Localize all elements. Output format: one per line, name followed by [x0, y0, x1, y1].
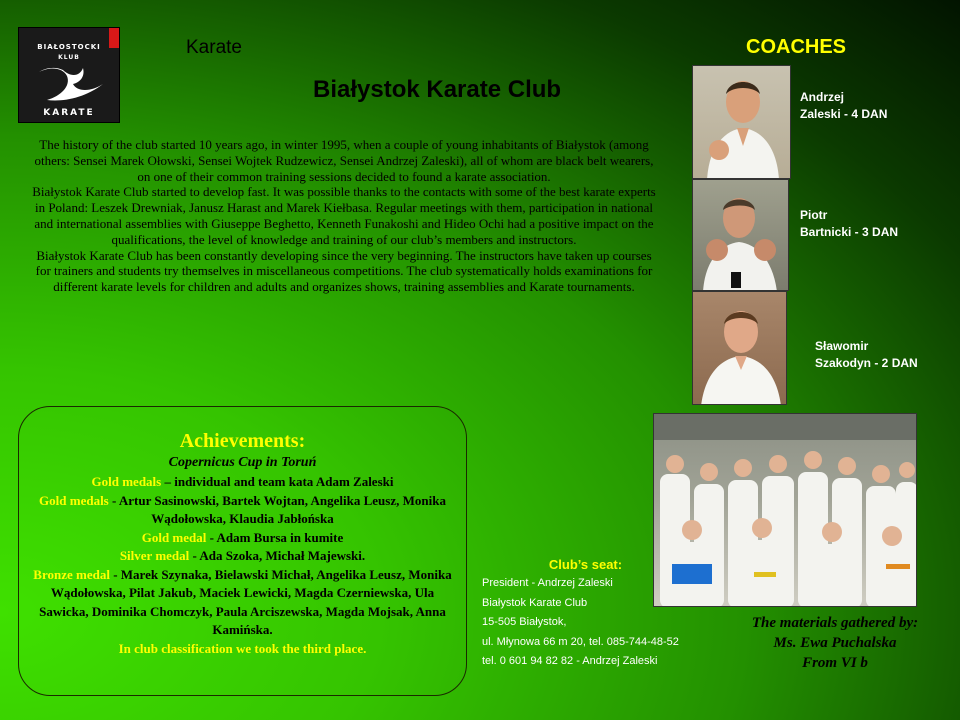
medal-winners: - Artur Sasinowski, Bartek Wojtan, Angelika Leusz, Monika Wądołowska, Klaudia Jabłońska	[108, 492, 446, 526]
achievement-item	[25, 529, 460, 548]
seat-line: Białystok Karate Club	[482, 596, 588, 609]
achievements-list	[19, 473, 466, 640]
medal-winners: - Adam Bursa in kumite	[206, 529, 344, 545]
karate-label: Karate	[186, 37, 242, 58]
logo-text-line3: KARATE	[43, 108, 95, 118]
coach-last-name-rank: Zaleski - 4 DAN	[800, 107, 888, 121]
coach-photo-andrzej	[692, 65, 791, 179]
coach-portrait-icon	[693, 292, 787, 405]
materials-line: The materials gathered by:	[751, 615, 919, 631]
history-paragraph: The history of the club started 10 years ago, in winter 1995, when a couple of young inhabitants of Białystok (among others: Sensei Marek Ołowski, Sensei Wojtek Rudzewicz, Sensei Andrzej Zaleski), all of whom are black belt wearers, on one of their common training sessions decided to found a karate association.	[34, 137, 654, 184]
achievement-item	[25, 566, 460, 640]
coach-first-name: Andrzej	[800, 90, 845, 104]
achievement-item	[25, 547, 460, 566]
medal-winners: - Ada Szoka, Michał Majewski.	[189, 548, 366, 563]
medal-type: Bronze medal	[33, 566, 110, 582]
seat-line: tel. 0 601 94 82 82 - Andrzej Zaleski	[482, 655, 658, 667]
club-seat	[482, 556, 727, 672]
coach-last-name-rank: Szakodyn - 2 DAN	[815, 356, 918, 370]
club-logo	[18, 27, 120, 123]
history-paragraph: Białystok Karate Club has been constantly developing since the very beginning. The instructors have taken up courses for trainers and students try themselves in miscellaneous competitions. The club systematically holds examinations for different karate levels for children and adults and organizes shows, training assemblies and Karate tournaments.	[35, 247, 653, 295]
achievement-item	[25, 473, 460, 492]
achievement-item	[25, 492, 460, 529]
medal-type: Gold medals	[39, 492, 109, 508]
logo-text-line2: KLUB	[58, 54, 80, 61]
achievements-subtitle: Copernicus Cup in Toruń	[168, 455, 317, 470]
coach-name-piotr	[800, 207, 898, 241]
seat-line: 15-505 Białystok,	[482, 616, 567, 628]
materials-author: Ms. Ewa Puchalska	[773, 635, 897, 651]
achievements-title: Achievements:	[179, 430, 306, 452]
club-history	[28, 137, 660, 295]
coach-portrait-icon	[693, 180, 789, 291]
coach-portrait-icon	[693, 66, 791, 179]
coaches-title: COACHES	[746, 36, 847, 58]
logo-text-line1: BIAŁOSTOCKI	[37, 43, 101, 51]
coach-photo-piotr	[692, 179, 789, 291]
materials-credit	[728, 613, 942, 673]
medal-type: Gold medals	[91, 474, 162, 489]
medal-winners: - Marek Szynaka, Bielawski Michał, Angelika Leusz, Monika Wądołowska, Pilat Jakub, Maciek Lewicki, Magda Czerniewska, Ula Sawicka, Dominika Chomczyk, Paula Arciszewska, Magda Mojsak, Anna Kamińska.	[39, 566, 452, 637]
coach-last-name-rank: Bartnicki - 3 DAN	[800, 225, 899, 239]
achievements-box	[18, 406, 467, 696]
medal-winners: – individual and team kata Adam Zaleski	[161, 474, 394, 489]
coach-name-andrzej	[800, 89, 887, 123]
club-classification: In club classification we took the third place.	[118, 640, 367, 656]
materials-class: From VI b	[802, 655, 868, 671]
seat-line: President - Andrzej Zaleski	[482, 577, 613, 589]
history-paragraph: Białystok Karate Club started to develop fast. It was possible thanks to the contacts with some of the best karate experts in Poland: Leszek Drewniak, Janusz Harast and Marek Kiełbasa. Regular meetings with them, participation in national and international assemblies with Giuseppe Beghetto, Kenneth Funakoshi and Hideo Ochi had a positive impact on the qualifications, the level of knowledge and training of our club’s members and instructors.	[32, 184, 656, 247]
coach-name-slawomir	[815, 338, 918, 372]
coach-first-name: Piotr	[800, 208, 828, 222]
logo-brush-stroke-icon	[33, 62, 107, 106]
seat-title: Club’s seat:	[548, 557, 623, 572]
seat-line: ul. Młynowa 66 m 20, tel. 085-744-48-52	[482, 635, 679, 648]
page-title: Białystok Karate Club	[313, 76, 562, 103]
medal-type: Silver medal	[119, 548, 190, 563]
coach-photo-slawomir	[692, 291, 787, 405]
medal-type: Gold medal	[141, 529, 207, 545]
coach-first-name: Sławomir	[815, 339, 869, 353]
